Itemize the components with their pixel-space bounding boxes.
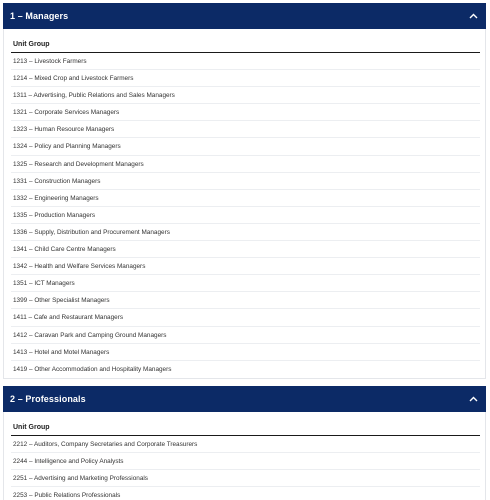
- unit-group-table: [3, 29, 486, 379]
- table-row: 1311 – Advertising, Public Relations and Sales Managers: [11, 87, 480, 104]
- table-row: 1412 – Caravan Park and Camping Ground Managers: [11, 327, 480, 344]
- unit-group-rows: [11, 53, 480, 378]
- table-row: 1341 – Child Care Centre Managers: [11, 241, 480, 258]
- table-row: 1351 – ICT Managers: [11, 275, 480, 292]
- section-managers: [3, 3, 486, 379]
- chevron-up-icon[interactable]: [468, 11, 478, 21]
- unit-group-rows: [11, 436, 480, 500]
- table-row: 1325 – Research and Development Managers: [11, 156, 480, 173]
- section-header-managers[interactable]: [3, 3, 486, 29]
- column-header-unit-group: Unit Group: [11, 29, 480, 53]
- table-row: 1335 – Production Managers: [11, 207, 480, 224]
- table-row: 1411 – Cafe and Restaurant Managers: [11, 309, 480, 326]
- table-row: 2244 – Intelligence and Policy Analysts: [11, 453, 480, 470]
- table-row: 1214 – Mixed Crop and Livestock Farmers: [11, 70, 480, 87]
- section-title: 2 – Professionals: [10, 394, 86, 404]
- table-row: 1321 – Corporate Services Managers: [11, 104, 480, 121]
- table-row: 2212 – Auditors, Company Secretaries and Corporate Treasurers: [11, 436, 480, 453]
- table-row: 1419 – Other Accommodation and Hospitality Managers: [13, 365, 172, 373]
- section-header-professionals[interactable]: [3, 386, 486, 412]
- table-row: 1342 – Health and Welfare Services Managers: [11, 258, 480, 275]
- column-header-unit-group: Unit Group: [11, 412, 480, 436]
- table-row: 1332 – Engineering Managers: [11, 190, 480, 207]
- chevron-up-icon[interactable]: [468, 394, 478, 404]
- table-row: 1399 – Other Specialist Managers: [11, 292, 480, 309]
- table-row: 1336 – Supply, Distribution and Procurement Managers: [11, 224, 480, 241]
- table-row: 1331 – Construction Managers: [11, 173, 480, 190]
- table-row: 1413 – Hotel and Motel Managers: [11, 344, 480, 361]
- table-row: 2253 – Public Relations Professionals: [13, 492, 121, 500]
- table-row: 1323 – Human Resource Managers: [11, 121, 480, 138]
- unit-group-table: [3, 412, 486, 500]
- table-row: 1324 – Policy and Planning Managers: [11, 138, 480, 155]
- table-row: 2251 – Advertising and Marketing Professionals: [11, 470, 480, 487]
- table-row: 1213 – Livestock Farmers: [11, 53, 480, 70]
- section-professionals: [3, 386, 486, 500]
- section-title: 1 – Managers: [10, 11, 69, 21]
